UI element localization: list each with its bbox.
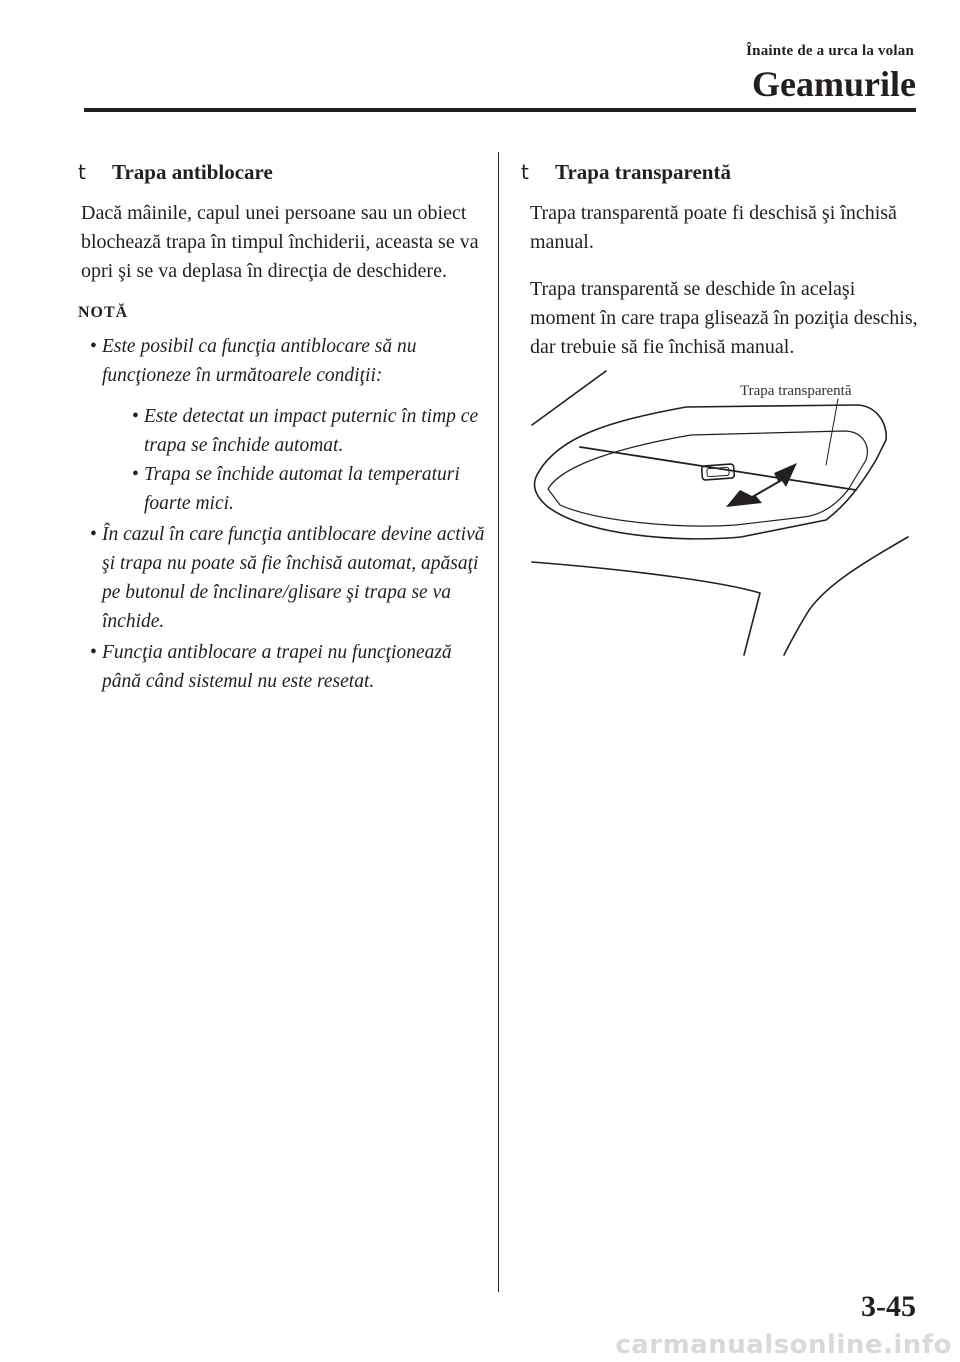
section-title: Geamurile	[752, 64, 916, 104]
sub-note-list	[102, 402, 488, 518]
sunshade-illustration	[526, 365, 920, 660]
note-list	[78, 332, 488, 696]
body-contour-left	[532, 562, 760, 655]
note-text: În cazul în care funcţia antiblocare devine activă şi trapa nu poate să fie închisă automat, apăsaţi pe butonul de înclinare/glisare şi trapa se va închide.	[102, 524, 485, 632]
sunshade-drawing	[526, 365, 920, 660]
sub-note-text: Este detectat un impact puternic în timp ce trapa se închide automat.	[144, 406, 479, 456]
note-text: Este posibil ca funcţia antiblocare să nu funcţioneze în următoarele condiţii:	[102, 336, 417, 386]
chapter-subtitle: Înainte de a urca la volan	[746, 43, 914, 59]
sub-note-text: Trapa se închide automat la temperaturi foarte mici.	[144, 464, 460, 514]
panel-seam-line	[580, 447, 856, 490]
sub-note-item	[124, 402, 488, 460]
page-number: 3-45	[861, 1290, 916, 1323]
note-item	[78, 638, 488, 696]
roof-edge-line	[532, 371, 606, 425]
section-bullet-icon: t	[78, 160, 86, 184]
note-text: Funcţia antiblocare a trapei nu funcţionează până când sistemul nu este resetat.	[102, 642, 452, 692]
body-contour-right	[784, 537, 908, 655]
sunshade-panel	[548, 431, 867, 526]
heading-sunshade-text: Trapa transparentă	[555, 160, 731, 184]
figure-label: Trapa transparentă	[740, 383, 852, 399]
note-item	[78, 520, 488, 636]
note-item	[78, 332, 488, 518]
sub-note-item	[124, 460, 488, 518]
header-rule	[84, 108, 916, 112]
column-divider	[498, 152, 499, 1292]
heading-anti-pinch	[78, 160, 488, 185]
heading-anti-pinch-text: Trapa antiblocare	[112, 160, 273, 184]
watermark-text: carmanualsonline.info	[615, 1330, 952, 1360]
left-column	[78, 160, 488, 698]
sunshade-paragraph-1: Trapa transparentă poate fi deschisă şi închisă manual.	[530, 202, 897, 253]
section-bullet-icon: t	[521, 160, 529, 184]
bullet-dot: •	[90, 524, 97, 545]
note-label: NOTĂ	[78, 304, 129, 321]
sunshade-paragraph-2: Trapa transparentă se deschide în acelaşi moment în care trapa glisează în poziţia deschis, dar trebuie să fie închisă manual.	[530, 278, 918, 358]
heading-sunshade	[521, 160, 921, 185]
anti-pinch-paragraph: Dacă mâinile, capul unei persoane sau un obiect blochează trapa în timpul închiderii, aceasta se va opri şi se va deplasa în direcţia de deschidere.	[81, 202, 479, 282]
bullet-dot: •	[132, 464, 139, 485]
bullet-dot: •	[132, 406, 139, 427]
bullet-dot: •	[90, 642, 97, 663]
slide-arrow	[726, 463, 797, 507]
bullet-dot: •	[90, 336, 97, 357]
right-column	[521, 160, 921, 380]
